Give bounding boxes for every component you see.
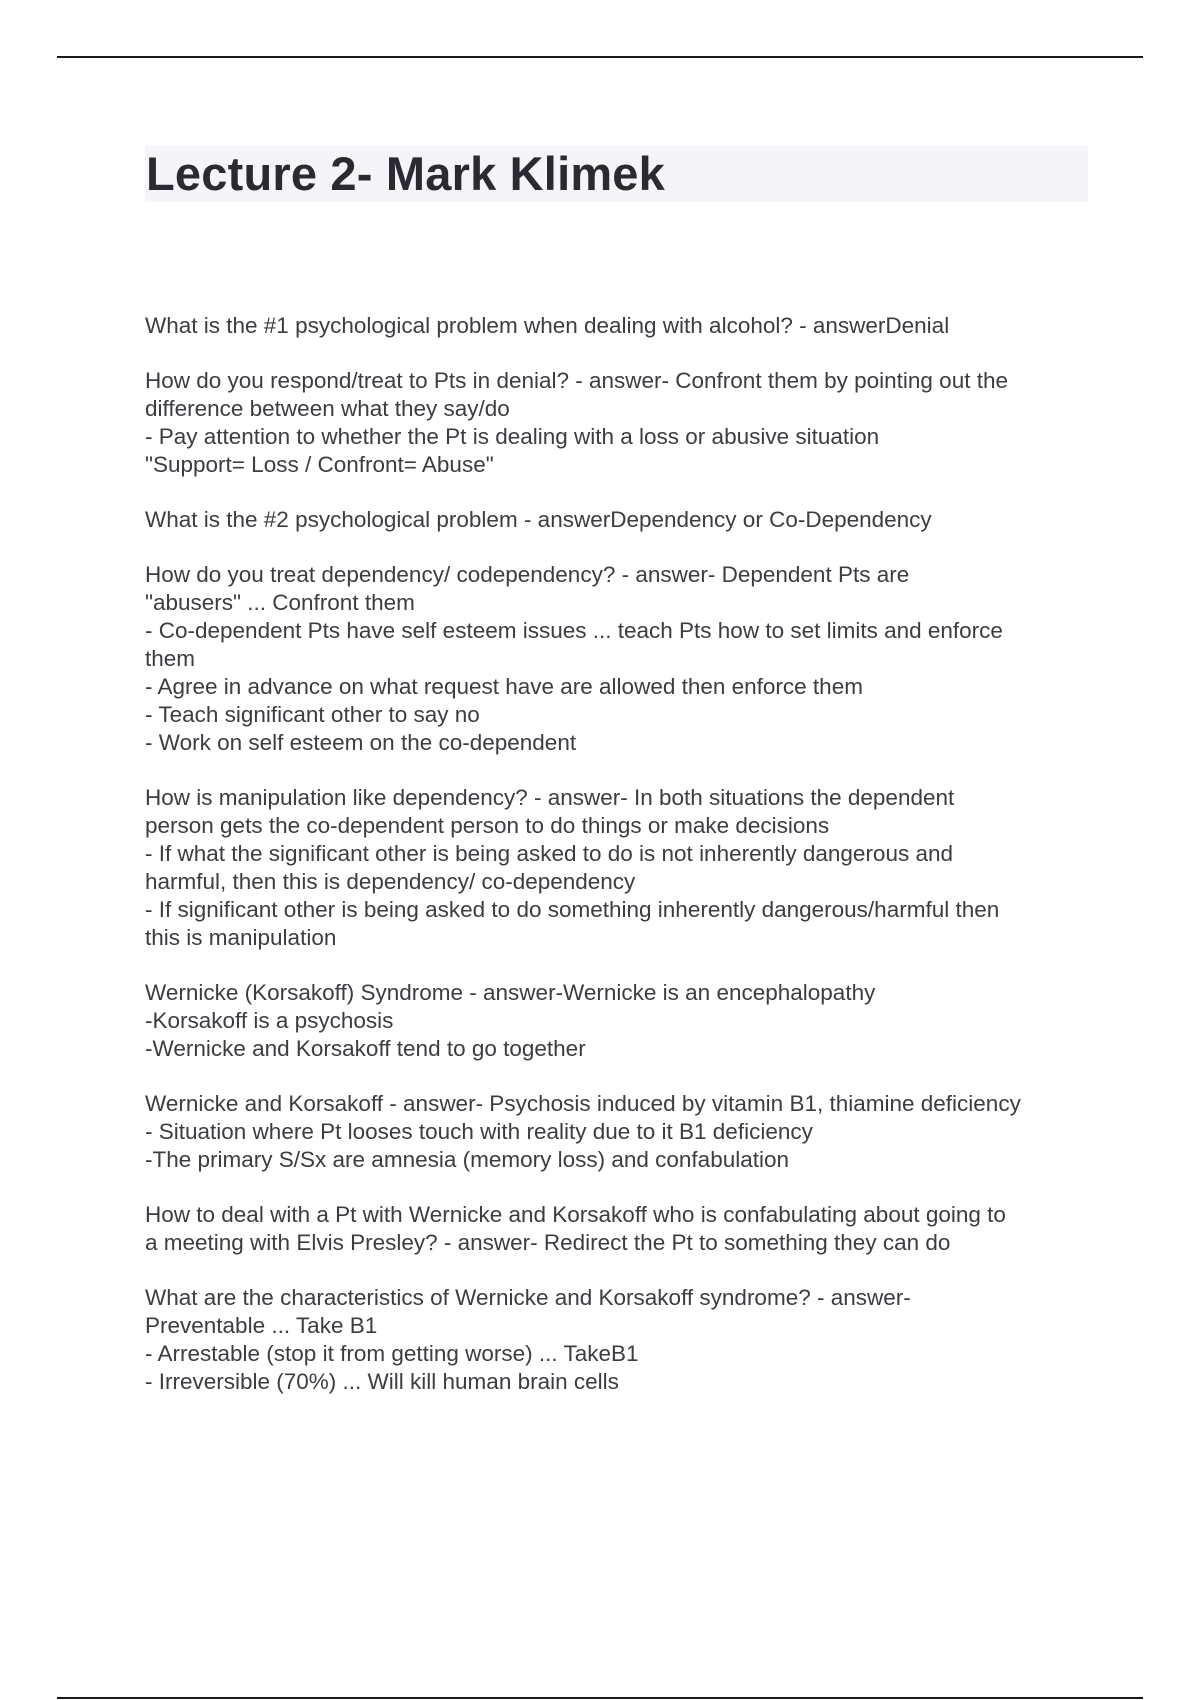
qa-question-line: How do you respond/treat to Pts in denial? - answer- Confront them by pointing out the: [145, 368, 1008, 393]
qa-entry: [145, 561, 1095, 757]
qa-answer-line: - Teach significant other to say no: [145, 702, 480, 727]
qa-question-line: What are the characteristics of Wernicke and Korsakoff syndrome? - answer-: [145, 1285, 911, 1310]
qa-answer-line: - Work on self esteem on the co-dependent: [145, 730, 577, 755]
qa-answer-line: - Situation where Pt looses touch with reality due to it B1 deficiency: [145, 1119, 813, 1144]
qa-answer-line: - If significant other is being asked to do something inherently dangerous/harmful then: [145, 897, 1000, 922]
qa-answer-line: a meeting with Elvis Presley? - answer- Redirect the Pt to something they can do: [145, 1230, 951, 1255]
qa-entry: [145, 784, 1095, 952]
qa-answer-line: -Korsakoff is a psychosis: [145, 1008, 394, 1033]
qa-entry: [145, 1090, 1095, 1174]
qa-entry: [145, 367, 1095, 479]
qa-entry: [145, 312, 1095, 340]
qa-entry: [145, 1201, 1095, 1257]
qa-answer-line: this is manipulation: [145, 925, 337, 950]
qa-answer-line: - Pay attention to whether the Pt is dealing with a loss or abusive situation: [145, 424, 880, 449]
qa-entry: [145, 979, 1095, 1063]
qa-question-line: What is the #1 psychological problem when dealing with alcohol? - answerDenial: [145, 313, 950, 338]
qa-answer-line: harmful, then this is dependency/ co-dependency: [145, 869, 636, 894]
qa-answer-line: - Arrestable (stop it from getting worse) ... TakeB1: [145, 1341, 639, 1366]
qa-answer-line: "abusers" ... Confront them: [145, 590, 415, 615]
qa-entry: [145, 1284, 1095, 1396]
qa-answer-line: - Co-dependent Pts have self esteem issues ... teach Pts how to set limits and enforce: [145, 618, 1003, 643]
qa-answer-line: "Support= Loss / Confront= Abuse": [145, 452, 494, 477]
qa-question-line: How do you treat dependency/ codependency? - answer- Dependent Pts are: [145, 562, 910, 587]
qa-answer-line: - If what the significant other is being asked to do is not inherently dangerous and: [145, 841, 954, 866]
qa-answer-line: - Agree in advance on what request have are allowed then enforce them: [145, 674, 863, 699]
qa-answer-line: difference between what they say/do: [145, 396, 510, 421]
qa-entry: [145, 506, 1095, 534]
qa-answer-line: them: [145, 646, 196, 671]
qa-question-line: Wernicke and Korsakoff - answer- Psychosis induced by vitamin B1, thiamine deficiency: [145, 1091, 1021, 1116]
qa-answer-line: person gets the co-dependent person to do things or make decisions: [145, 813, 830, 838]
qa-answer-line: -The primary S/Sx are amnesia (memory loss) and confabulation: [145, 1147, 790, 1172]
qa-answer-line: Preventable ... Take B1: [145, 1313, 378, 1338]
page-title: Lecture 2- Mark Klimek: [146, 147, 665, 200]
qa-answer-line: - Irreversible (70%) ... Will kill human brain cells: [145, 1369, 619, 1394]
qa-answer-line: -Wernicke and Korsakoff tend to go together: [145, 1036, 586, 1061]
qa-question-line: How to deal with a Pt with Wernicke and Korsakoff who is confabulating about going to: [145, 1202, 1006, 1227]
flashcard-list: [145, 312, 1095, 1423]
qa-question-line: Wernicke (Korsakoff) Syndrome - answer-Wernicke is an encephalopathy: [145, 980, 876, 1005]
qa-question-line: What is the #2 psychological problem - answerDependency or Co-Dependency: [145, 507, 932, 532]
top-rule: [57, 56, 1143, 58]
qa-question-line: How is manipulation like dependency? - answer- In both situations the dependent: [145, 785, 955, 810]
bottom-rule: [57, 1697, 1143, 1699]
